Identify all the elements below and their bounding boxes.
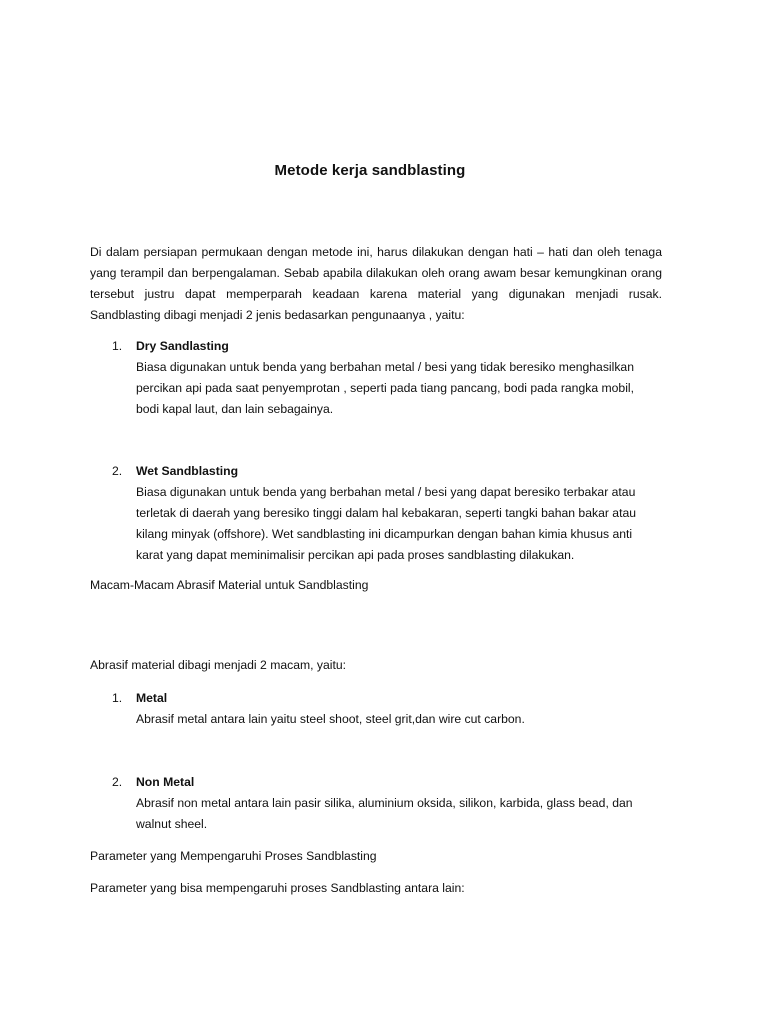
list-item-heading: Wet Sandblasting (136, 464, 239, 478)
list-item-number: 2. (112, 775, 123, 789)
parameter-intro: Parameter yang bisa mempengaruhi proses Sandblasting antara lain: (90, 881, 465, 895)
list-item-number: 1. (112, 339, 123, 353)
abrasive-intro: Abrasif material dibagi menjadi 2 macam, yaitu: (90, 658, 347, 672)
list-item-number: 2. (112, 464, 123, 478)
list-item-heading: Non Metal (136, 775, 195, 789)
list-item-body: Abrasif non metal antara lain pasir silika, aluminium oksida, silikon, karbida, glass bead, dan walnut sheel. (136, 796, 633, 831)
list-item-body: Abrasif metal antara lain yaitu steel shoot, steel grit,dan wire cut carbon. (136, 712, 525, 726)
list-item-heading: Metal (136, 691, 168, 705)
list-item-body: Biasa digunakan untuk benda yang berbahan metal / besi yang dapat beresiko terbakar atau terletak di daerah yang beresiko tinggi dalam hal kebakaran, seperti tangki bahan bakar atau kilang minyak (offshore). Wet sandblasting ini dicampurkan dengan bahan kimia khusus anti karat yang dapat meminimalisir percikan api pada proses sandblasting dilakukan. (136, 485, 637, 562)
abrasive-section-heading: Macam-Macam Abrasif Material untuk Sandblasting (90, 578, 369, 592)
list-item-number: 1. (112, 691, 123, 705)
parameter-section-heading: Parameter yang Mempengaruhi Proses Sandblasting (90, 849, 377, 863)
page-title: Metode kerja sandblasting (274, 162, 466, 179)
list-item-body: Biasa digunakan untuk benda yang berbahan metal / besi yang tidak beresiko menghasilkan percikan api pada saat penyemprotan , seperti pada tiang pancang, bodi pada rangka mobil, bodi kapal laut, dan lain sebagainya. (136, 360, 634, 416)
list-item-heading: Dry Sandlasting (136, 339, 229, 353)
intro-paragraph: Di dalam persiapan permukaan dengan metode ini, harus dilakukan dengan hati – hati dan oleh tenaga yang terampil dan berpengalaman. Sebab apabila dilakukan oleh orang awam besar kemungkinan orang tersebut justru dapat memperparah keadaan karena material yang digunakan menjadi rusak. Sandblasting dibagi menjadi 2 jenis bedasarkan pengunaanya , yaitu: (90, 245, 662, 322)
